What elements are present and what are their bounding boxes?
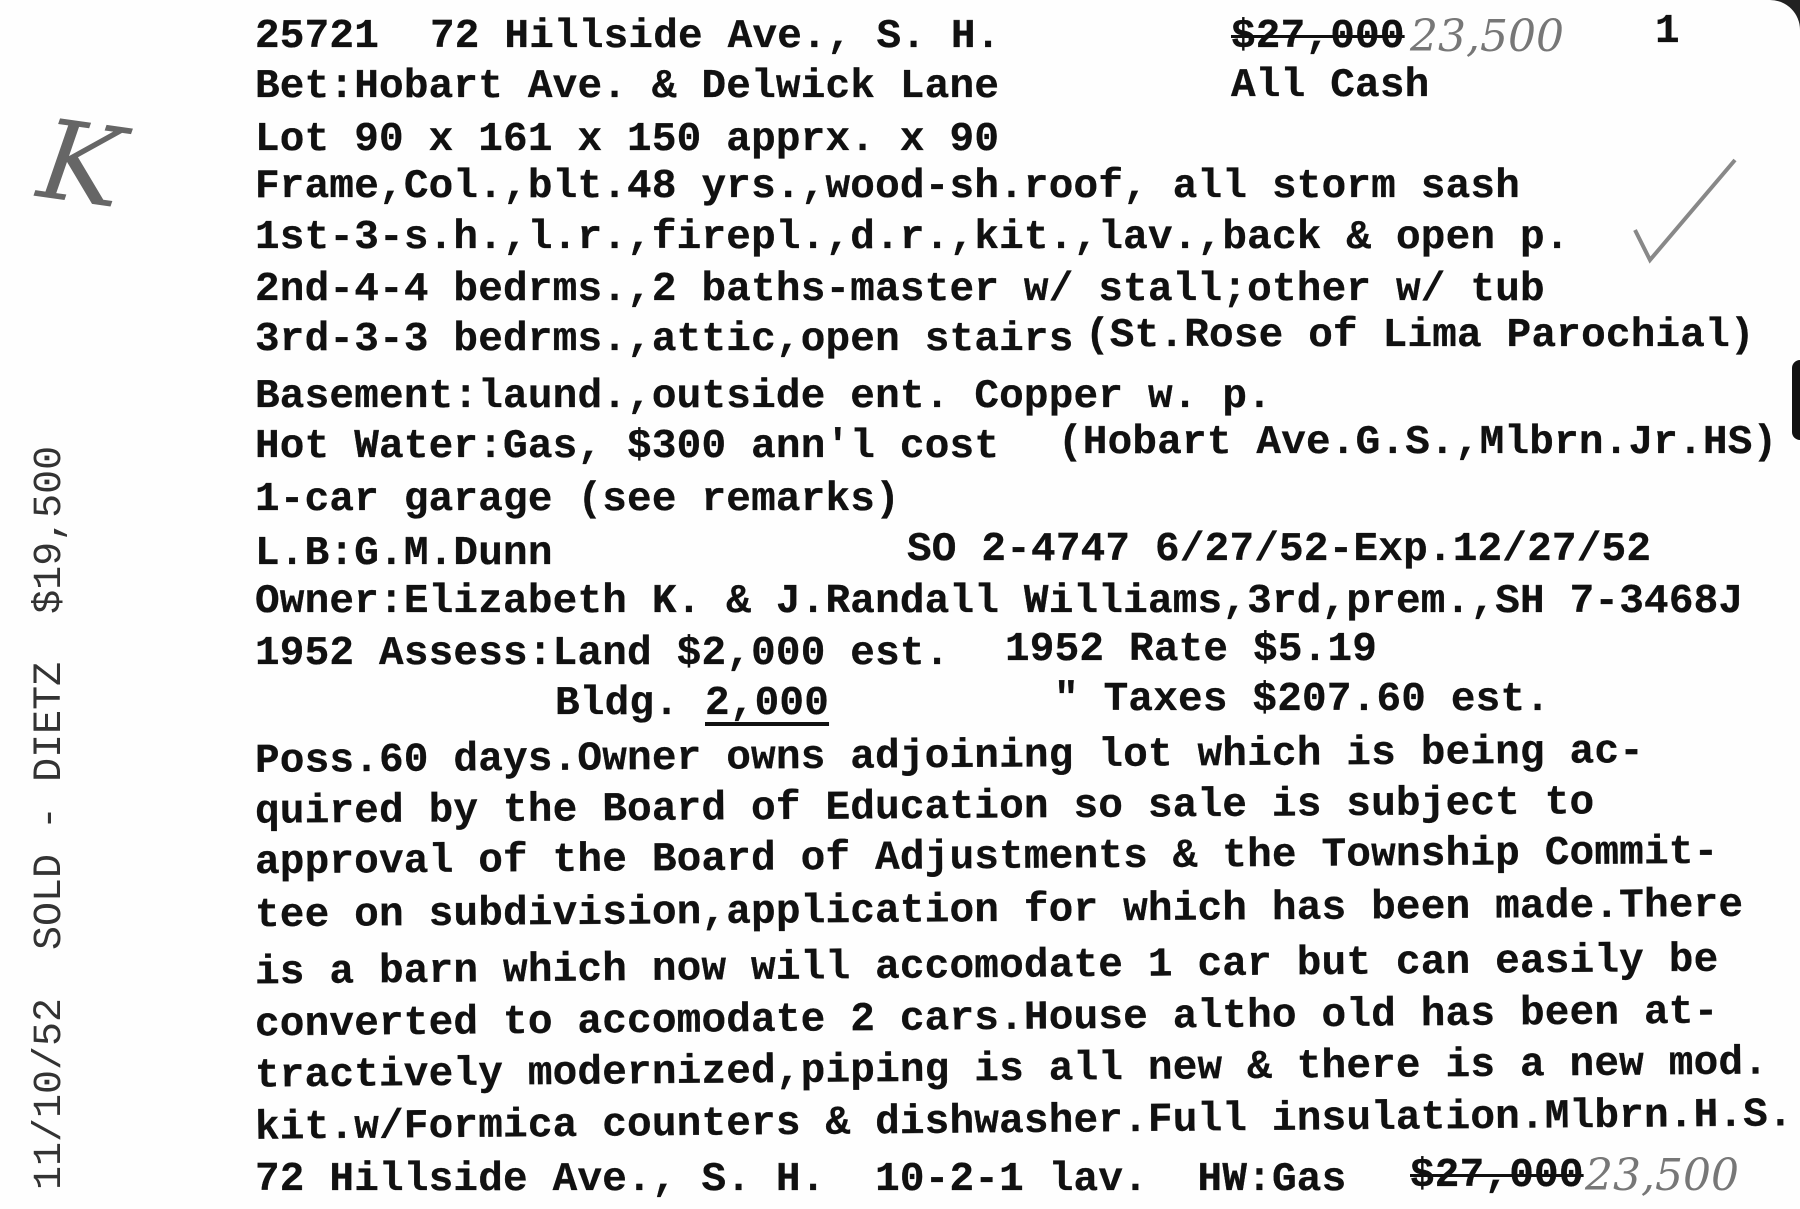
assessment-land: 1952 Assess:Land $2,000 est.	[255, 631, 950, 677]
assessment-bldg-label: Bldg.	[555, 681, 680, 727]
remarks-line: Poss.60 days.Owner owns adjoining lot which is being ac-	[254, 729, 1645, 785]
footer-original-price: $27,000	[1410, 1153, 1584, 1199]
assessment-bldg-value: 2,000	[705, 681, 830, 727]
card-edge-mark	[1792, 360, 1800, 440]
revised-price: 23,500	[1410, 11, 1564, 62]
remarks-line: kit.w/Formica counters & dishwasher.Full insulation.Mlbrn.H.S.	[254, 1092, 1794, 1152]
footer-revised-price: 23,500	[1585, 1150, 1739, 1201]
public-schools: (Hobart Ave.G.S.,Mlbrn.Jr.HS)	[1058, 420, 1778, 466]
checkmark-icon	[1625, 150, 1745, 280]
remarks-line: approval of the Board of Adjustments & the Township Commit-	[254, 829, 1719, 887]
lot-size: Lot 90 x 161 x 150 apprx. x 90	[255, 117, 1000, 163]
second-floor: 2nd-4-4 bedrms.,2 baths-master w/ stall;other w/ tub	[255, 267, 1545, 313]
remarks-line: converted to accomodate 2 cars.House altho old has been at-	[254, 989, 1719, 1049]
remarks-line: tractively modernized,piping is all new & there is a new mod.	[254, 1040, 1769, 1100]
third-floor: 3rd-3-3 bedrms.,attic,open stairs	[255, 317, 1074, 363]
basement: Basement:laund.,outside ent. Copper w. p.	[255, 374, 1272, 420]
terms: All Cash	[1231, 63, 1430, 109]
card-number: 1	[1655, 9, 1680, 55]
taxes: " Taxes $207.60 est.	[1054, 677, 1551, 723]
handwritten-k-mark: K	[31, 94, 131, 234]
footer-summary: 72 Hillside Ave., S. H. 10-2-1 lav. HW:Gas	[255, 1157, 1347, 1203]
tax-rate: 1952 Rate $5.19	[1005, 627, 1378, 673]
listing-number: 25721	[255, 14, 380, 60]
sold-stamp: 11/10/52 SOLD - DIETZ $19,500	[28, 445, 73, 1190]
between-streets: Bet:Hobart Ave. & Delwick Lane	[255, 64, 1000, 110]
remarks-line: quired by the Board of Education so sale is subject to	[254, 780, 1595, 836]
remarks-line: is a barn which now will accomodate 1 car but can easily be	[254, 937, 1719, 997]
garage: 1-car garage (see remarks)	[255, 477, 900, 523]
listing-broker: L.B:G.M.Dunn	[255, 531, 553, 577]
hot-water: Hot Water:Gas, $300 ann'l cost	[255, 424, 1000, 470]
construction: Frame,Col.,blt.48 yrs.,wood-sh.roof, all storm sash	[255, 164, 1521, 210]
original-price: $27,000	[1231, 14, 1405, 60]
owner: Owner:Elizabeth K. & J.Randall Williams,3rd,prem.,SH 7-3468J	[255, 579, 1744, 625]
remarks-line: tee on subdivision,application for which has been made.There	[254, 882, 1744, 940]
parochial-school: (St.Rose of Lima Parochial)	[1085, 313, 1755, 359]
first-floor: 1st-3-s.h.,l.r.,firepl.,d.r.,kit.,lav.,back & open p.	[255, 215, 1570, 261]
address: 72 Hillside Ave., S. H.	[430, 14, 1001, 60]
listing-dates: SO 2-4747 6/27/52-Exp.12/27/52	[907, 527, 1652, 573]
